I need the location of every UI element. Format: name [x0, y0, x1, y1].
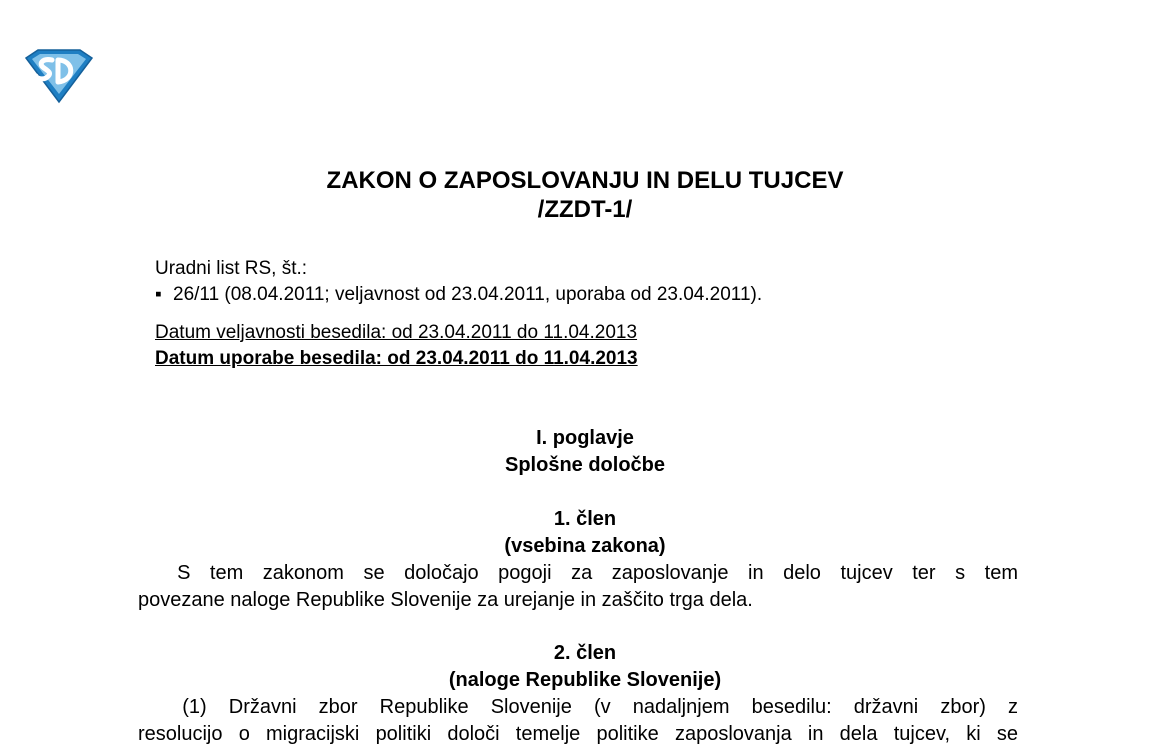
application-date: Datum uporabe besedila: od 23.04.2011 do 11.04.2013	[155, 348, 638, 369]
article-2-title: (naloge Republike Slovenije)	[448, 669, 722, 691]
article-1-paragraph	[138, 560, 1018, 614]
article-1-title: (vsebina zakona)	[504, 535, 666, 557]
text-dates	[155, 320, 638, 372]
chapter-number: I. poglavje	[536, 427, 634, 449]
gazette-reference	[155, 256, 762, 308]
chapter-title: Splošne določbe	[504, 454, 666, 476]
article-2-line-1: (1) Državni zbor Republike Slovenije (v nadaljnjem besedilu: državni zbor) z	[138, 696, 1018, 718]
sd-logo	[22, 48, 96, 104]
article-2-line-2: resolucijo o migracijski politiki določi temelje politike zaposlovanja in dela tujcev, ki se	[138, 723, 1018, 745]
article-2-number: 2. člen	[553, 642, 617, 664]
article-2-paragraph	[138, 694, 1018, 748]
gazette-label: Uradni list RS, št.:	[155, 258, 308, 279]
gazette-entry-text: 26/11 (08.04.2011; veljavnost od 23.04.2011, uporaba od 23.04.2011).	[173, 284, 763, 305]
validity-date: Datum veljavnosti besedila: od 23.04.2011 do 11.04.2013	[155, 322, 638, 343]
document-title	[0, 166, 1157, 224]
bullet-icon: ▪	[155, 284, 162, 305]
document-title-line-1: ZAKON O ZAPOSLOVANJU IN DELU TUJCEV	[326, 167, 844, 194]
article-1-line-2: povezane naloge Republike Slovenije za urejanje in zaščito trga dela.	[138, 589, 753, 611]
article-1-line-1: S tem zakonom se določajo pogoji za zaposlovanje in delo tujcev ter s tem	[138, 562, 1018, 584]
article-1-number: 1. člen	[553, 508, 617, 530]
document-title-line-2: /ZZDT-1/	[537, 196, 633, 223]
gazette-entry	[155, 282, 762, 308]
